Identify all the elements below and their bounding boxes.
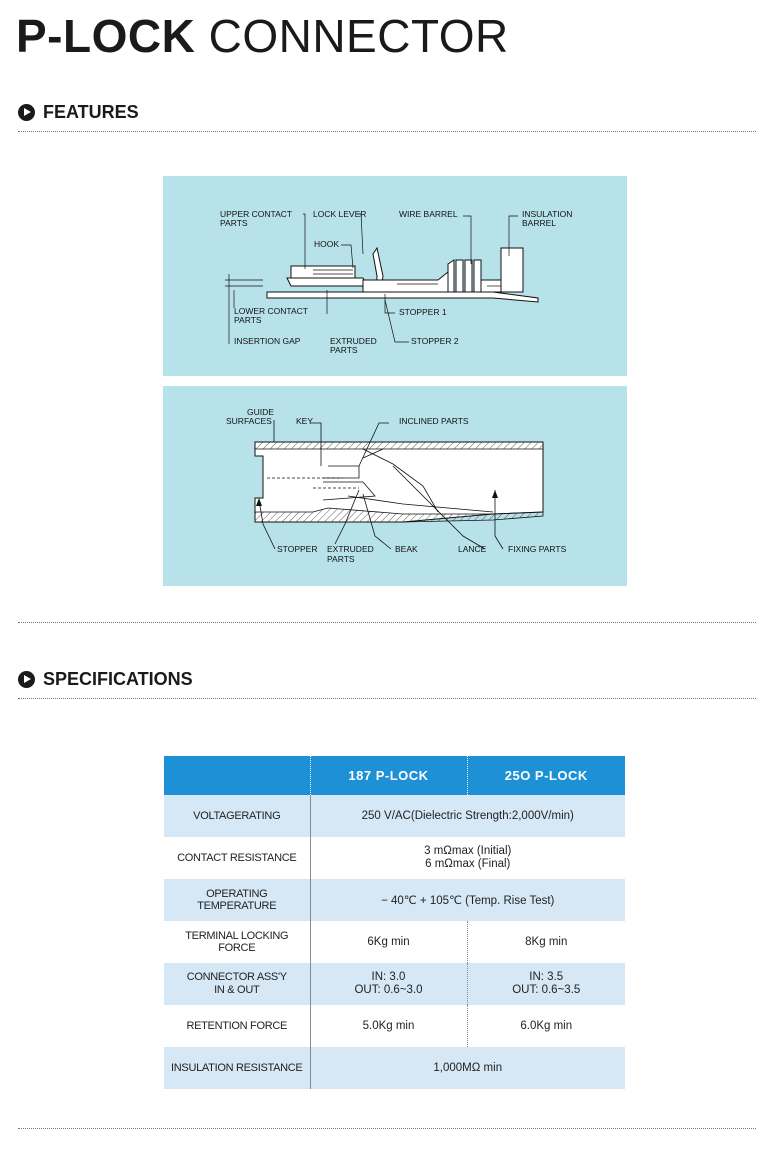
table-header-row <box>164 756 625 795</box>
label-upper-contact: UPPER CONTACT <box>220 209 293 219</box>
header-250: 25O P-LOCK <box>467 756 625 795</box>
table-row <box>164 921 625 963</box>
row-value-187: 5.0Kg min <box>310 1005 467 1047</box>
label-extruded-parts-2: PARTS <box>330 345 358 355</box>
features-heading-text: FEATURES <box>43 102 139 122</box>
label-guide-surfaces: GUIDE <box>247 407 274 417</box>
label-lower-contact-2: PARTS <box>234 315 262 325</box>
header-187: 187 P-LOCK <box>310 756 467 795</box>
label-extruded-parts-2a: EXTRUDED <box>327 544 374 554</box>
header-blank <box>164 756 310 795</box>
label-upper-contact-2: PARTS <box>220 218 248 228</box>
label-lock-lever: LOCK LEVER <box>313 209 367 219</box>
row-value: − 40℃ + 105℃ (Temp. Rise Test) <box>310 879 625 921</box>
row-value-187: IN: 3.0 OUT: 0.6~3.0 <box>310 963 467 1005</box>
housing-section-diagram <box>163 386 627 586</box>
label-stopper-2: STOPPER 2 <box>411 336 459 346</box>
housing-section-svg <box>163 386 627 586</box>
row-label: TERMINAL LOCKING FORCE <box>185 930 289 954</box>
label-lower-contact: LOWER CONTACT <box>234 306 308 316</box>
features-bottom-divider <box>18 622 756 623</box>
label-insulation-barrel-2: BARREL <box>522 218 557 228</box>
label-stopper-1: STOPPER 1 <box>399 307 447 317</box>
label-insulation-barrel: INSULATION <box>522 209 573 219</box>
label-insertion-gap: INSERTION GAP <box>234 336 301 346</box>
row-value-250: IN: 3.5 OUT: 0.6~3.5 <box>467 963 625 1005</box>
row-label: INSULATION RESISTANCE <box>164 1047 310 1089</box>
label-lance: LANCE <box>458 544 487 554</box>
label-fixing-parts: FIXING PARTS <box>508 544 567 554</box>
specifications-heading-text: SPECIFICATIONS <box>43 669 193 689</box>
row-value: 1,000MΩ min <box>310 1047 625 1089</box>
label-key: KEY <box>296 416 314 426</box>
table-row <box>164 963 625 1005</box>
row-value-187: 6Kg min <box>310 921 467 963</box>
label-extruded-parts: EXTRUDED <box>330 336 377 346</box>
label-hook: HOOK <box>314 239 340 249</box>
label-inclined-parts: INCLINED PARTS <box>399 416 469 426</box>
specifications-table <box>164 756 625 1089</box>
arrow-circle-icon <box>18 104 35 121</box>
label-guide-surfaces-2: SURFACES <box>226 416 272 426</box>
row-label: RETENTION FORCE <box>186 1020 288 1032</box>
label-beak: BEAK <box>395 544 418 554</box>
row-value: 3 mΩmax (Initial) 6 mΩmax (Final) <box>310 837 625 879</box>
specifications-divider <box>18 698 756 699</box>
table-row <box>164 1005 625 1047</box>
title-bold: P-LOCK <box>16 10 196 62</box>
table-row <box>164 879 625 921</box>
terminal-side-svg <box>163 176 627 376</box>
features-divider <box>18 131 756 132</box>
label-stopper: STOPPER <box>277 544 318 554</box>
row-label: OPERATING TEMPERATURE <box>164 879 310 921</box>
features-heading <box>18 102 139 123</box>
label-wire-barrel: WIRE BARREL <box>399 209 458 219</box>
row-value-250: 6.0Kg min <box>467 1005 625 1047</box>
row-label: VOLTAGERATING <box>164 795 310 837</box>
terminal-side-diagram <box>163 176 627 376</box>
arrow-circle-icon <box>18 671 35 688</box>
row-value-250: 8Kg min <box>467 921 625 963</box>
table-row <box>164 837 625 879</box>
row-value: 250 V/AC(Dielectric Strength:2,000V/min) <box>310 795 625 837</box>
row-label: CONNECTOR ASS'Y IN & OUT <box>164 963 310 1005</box>
label-extruded-parts-2b: PARTS <box>327 554 355 564</box>
specifications-heading <box>18 669 193 690</box>
page-title <box>16 8 509 64</box>
row-label: CONTACT RESISTANCE <box>177 852 297 864</box>
table-row <box>164 795 625 837</box>
page-bottom-divider <box>18 1128 756 1129</box>
table-row <box>164 1047 625 1089</box>
title-light: CONNECTOR <box>208 10 509 62</box>
